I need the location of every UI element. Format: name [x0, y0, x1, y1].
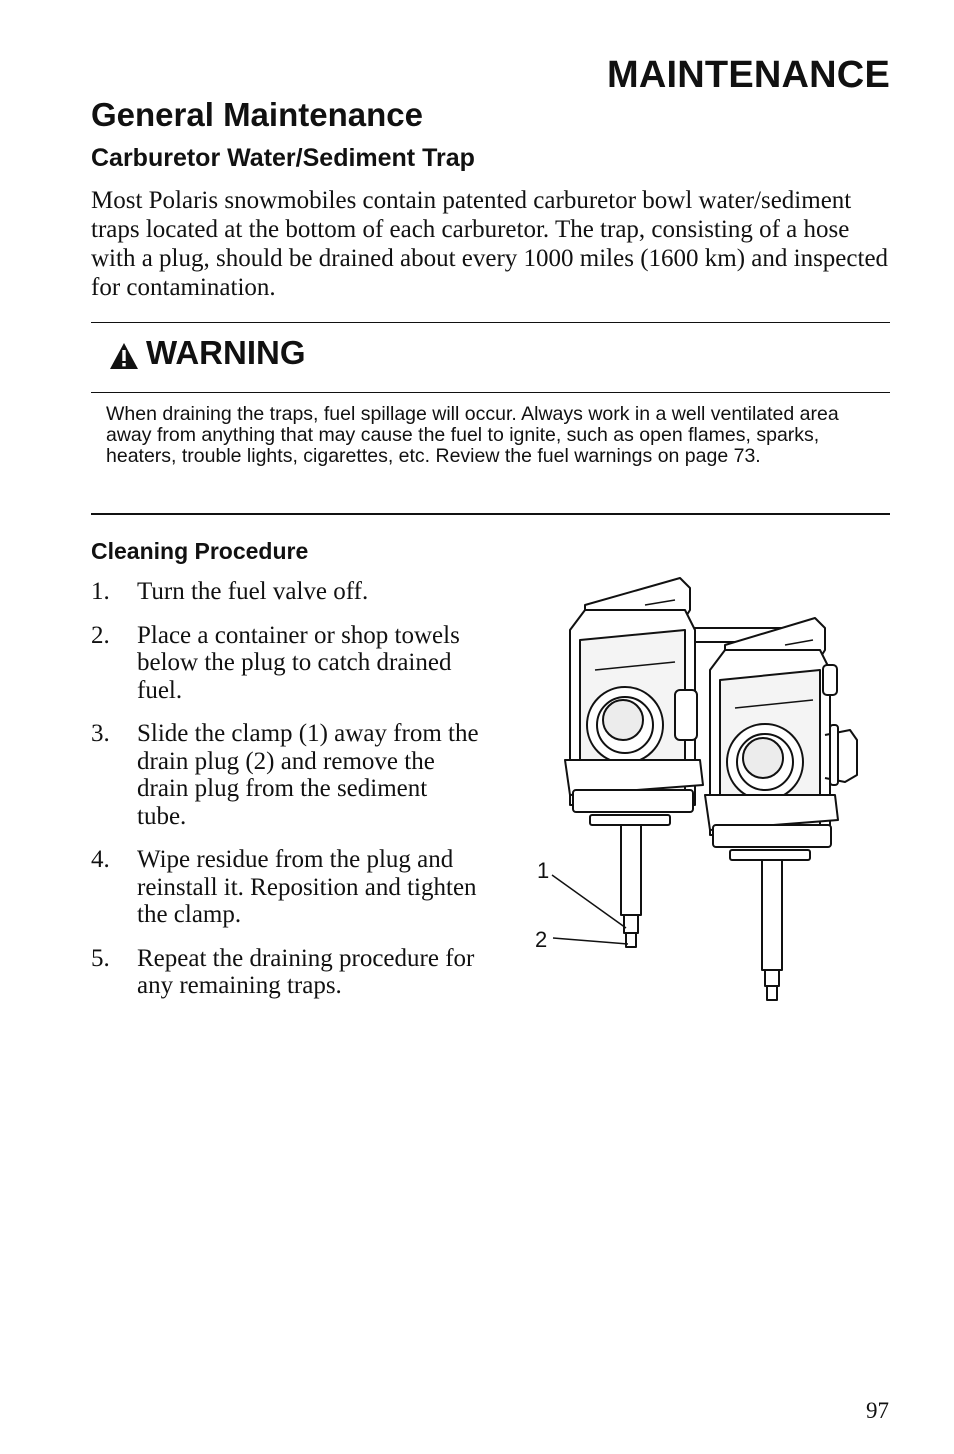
warning-heading — [108, 334, 306, 372]
page-number: 97 — [866, 1398, 889, 1423]
list-item — [91, 622, 481, 705]
procedure-steps — [91, 578, 481, 1016]
step-text: Slide the clamp (1) away from the drain plug (2) and remove the drain plug from the sediment tube. — [137, 720, 479, 830]
step-text: Turn the fuel valve off. — [137, 578, 369, 605]
step-number: 3. — [91, 720, 110, 747]
step-number: 2. — [91, 621, 110, 649]
step-text: Place a container or shop towels below the plug to catch drained fuel. — [137, 621, 460, 704]
step-text: Wipe residue from the plug and reinstall it. Reposition and tighten the clamp. — [137, 846, 477, 928]
subheading: Carburetor Water/Sediment Trap — [91, 144, 475, 172]
list-item — [91, 846, 481, 929]
warning-triangle-icon — [108, 341, 140, 371]
step-text: Repeat the draining procedure for any remaining traps. — [137, 944, 475, 999]
procedure-title: Cleaning Procedure — [91, 538, 309, 564]
callout-2: 2 — [535, 927, 548, 952]
list-item — [91, 720, 481, 830]
section-title: MAINTENANCE — [607, 54, 890, 96]
step-number: 5. — [91, 944, 110, 972]
warning-bottom-rule — [91, 513, 890, 515]
warning-mid-rule — [91, 392, 890, 393]
intro-paragraph: Most Polaris snowmobiles contain patented carburetor bowl water/sediment traps located at the bottom of each carburetor. The trap, consisting of a hose with a plug, should be drained about every 1000 miles (1600 km) and inspected for contamination. — [91, 187, 889, 301]
page-heading: General Maintenance — [91, 96, 423, 133]
step-number: 4. — [91, 846, 110, 873]
warning-title: WARNING — [146, 334, 306, 371]
warning-text: When draining the traps, fuel spillage will occur. Always work in a well ventilated area away from anything that may cause the fuel to ignite, such as open flames, sparks, heaters, trouble lights, cigarettes, etc. Review the fuel warnings on page 73. — [106, 403, 839, 467]
carburetor-illustration — [525, 570, 865, 1010]
list-item — [91, 945, 481, 1000]
step-number: 1. — [91, 578, 110, 605]
list-item — [91, 578, 481, 606]
callout-1: 1 — [537, 858, 550, 883]
warning-top-rule — [91, 322, 890, 323]
